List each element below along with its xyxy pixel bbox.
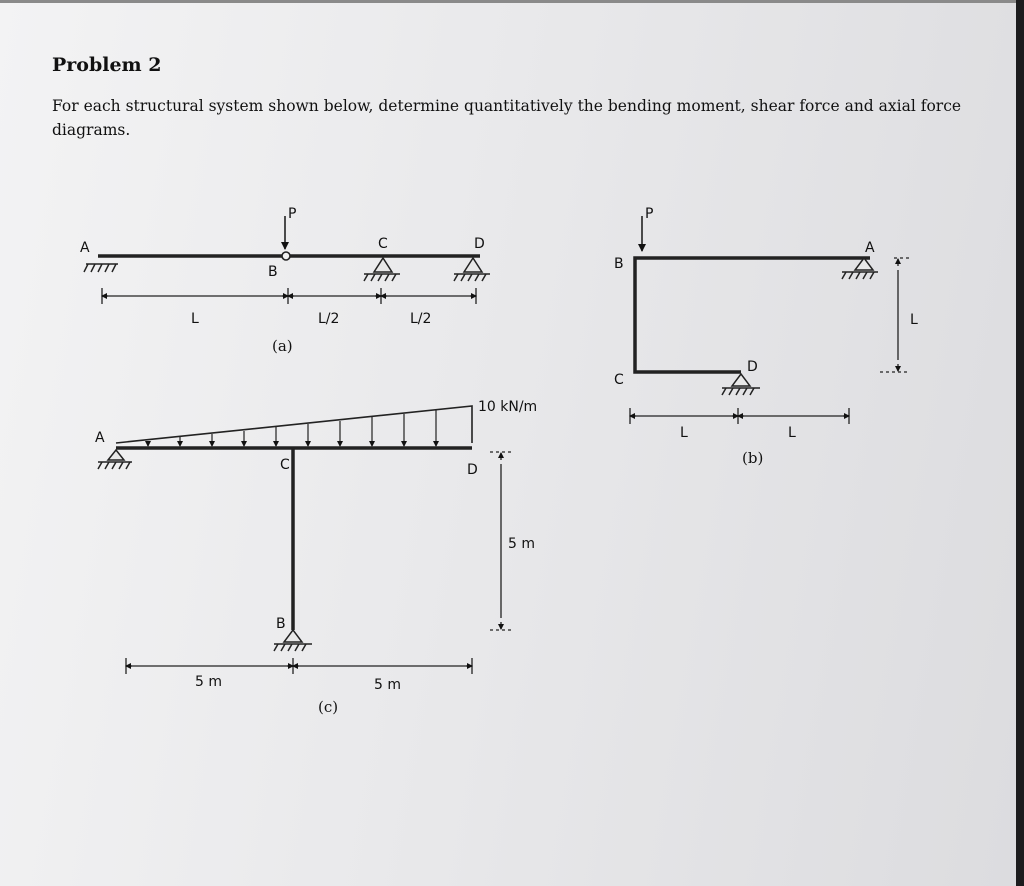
- label-node-c-b: C: [614, 372, 624, 388]
- caption-a: (a): [272, 337, 293, 355]
- dim-c-height: 5 m: [508, 536, 535, 552]
- dim-c-1: 5 m: [195, 674, 222, 690]
- figure-c: [98, 406, 512, 674]
- label-node-d-c: D: [467, 462, 478, 478]
- dimension-line-c: [126, 658, 472, 674]
- dim-a-3: L/2: [410, 311, 432, 327]
- support-c: [364, 258, 400, 281]
- label-node-d-b: D: [747, 359, 758, 375]
- dim-b-2: L: [788, 425, 796, 441]
- label-p-a: P: [288, 206, 297, 222]
- label-node-d-a: D: [474, 236, 485, 252]
- dim-c-2: 5 m: [374, 677, 401, 693]
- label-node-c-a: C: [378, 236, 388, 252]
- figure-a: [84, 216, 490, 304]
- label-p-b: P: [645, 206, 654, 222]
- problem-statement: For each structural system shown below, determine quantitatively the bending moment, shear force and axial force diagrams.: [52, 97, 962, 139]
- dimension-height-b: [880, 258, 910, 372]
- dimension-line-a: [102, 288, 476, 304]
- support-c-a: [98, 450, 132, 469]
- frame-b: [635, 258, 870, 372]
- label-node-a-c: A: [95, 430, 105, 446]
- distributed-load-envelope: [116, 406, 472, 443]
- caption-c: (c): [318, 698, 339, 716]
- support-b-d: [722, 374, 760, 395]
- support-b-a: [842, 258, 878, 279]
- label-node-b-c: B: [276, 616, 286, 632]
- load-arrows: [148, 410, 436, 446]
- dim-a-1: L: [191, 311, 199, 327]
- support-d: [454, 258, 490, 281]
- label-node-a-a: A: [80, 240, 90, 256]
- label-load-c: 10 kN/m: [478, 399, 538, 415]
- label-node-b-a: B: [268, 264, 278, 280]
- support-c-b: [274, 630, 312, 651]
- label-node-c-c: C: [280, 457, 290, 473]
- label-node-a-b: A: [865, 240, 875, 256]
- label-node-b-b: B: [614, 256, 624, 272]
- hinge-b: [282, 252, 290, 260]
- support-a: [84, 264, 118, 272]
- problem-title: Problem 2: [52, 54, 162, 76]
- dim-b-1: L: [680, 425, 688, 441]
- caption-b: (b): [742, 449, 764, 467]
- dim-a-2: L/2: [318, 311, 340, 327]
- dimension-line-b: [630, 408, 849, 424]
- dim-b-height: L: [910, 312, 918, 328]
